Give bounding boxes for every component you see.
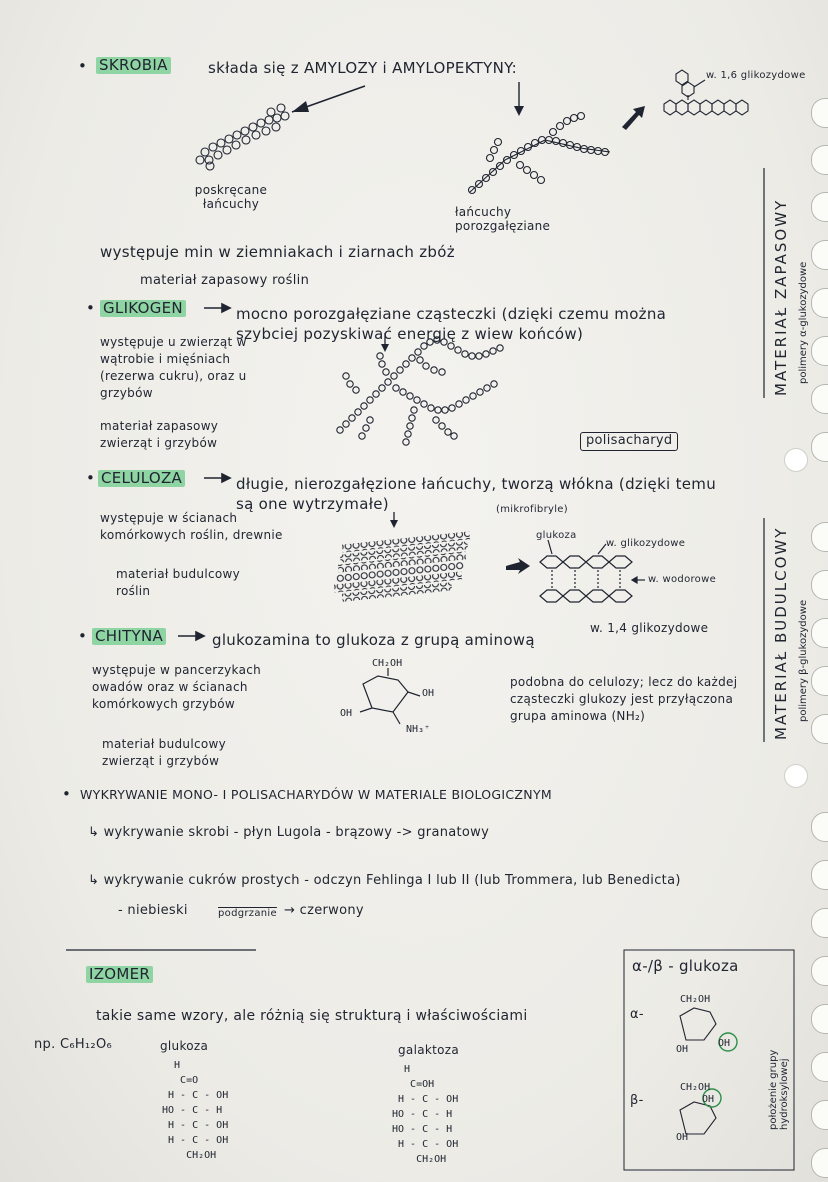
bullet: • — [78, 57, 88, 75]
skrobia-occurrence: występuje min w ziemniakach i ziarnach zbóż — [100, 243, 455, 261]
celuloza-occurrence: występuje w ścianach komórkowych roślin, drewnie — [100, 511, 283, 542]
skrobia-intro: składa się z AMYLOZY i AMYLOPEKTYNY: — [208, 59, 517, 77]
wykrywanie-line2: ↳ wykrywanie cukrów prostych - odczyn Fehlinga I lub II (lub Trommera, lub Benedicta) — [88, 873, 681, 888]
beta-glucose-ring — [680, 1089, 721, 1134]
alpha-beta-note: położenie grupy hydroksylowej — [768, 1049, 790, 1130]
bullet: • — [86, 299, 96, 317]
galaktoza-formula: H C=OH H - C - OH HO - C - H HO - C - H H - C - OH CH₂OH — [392, 1064, 459, 1165]
chityna-desc: glukozamina to glukoza z grupą aminową — [212, 631, 535, 649]
wykrywanie-line3a: - niebieski — [118, 903, 188, 918]
cellulose-fibers-drawing — [334, 531, 470, 601]
alpha-beta-title: α-/β - glukoza — [632, 957, 739, 975]
bond-label: w. 1,6 glikozydowe — [706, 70, 806, 81]
bullet: • — [62, 785, 72, 803]
bullet: • — [78, 627, 88, 645]
beta-ch2oh: CH₂OH — [680, 1082, 711, 1093]
izomer-example: np. C₆H₁₂O₆ — [34, 1037, 112, 1052]
chitin-formula-oh2: OH — [340, 708, 353, 719]
mikrofibryle-label: (mikrofibryle) — [496, 504, 568, 515]
alpha-oh-left: OH — [676, 1044, 689, 1055]
label-glukoza: glukoza — [536, 530, 577, 541]
izomer-title: IZOMER — [86, 966, 153, 983]
celuloza-function: materiał budulcowy roślin — [116, 567, 241, 598]
chityna-function: materiał budulcowy zwierząt i grzybów — [102, 737, 227, 768]
celuloza-title: CELULOZA — [98, 470, 185, 487]
side-label-budulcowy: MATERIAŁ BUDULCOWY — [772, 526, 790, 740]
chitin-formula-ch2oh: CH₂OH — [372, 658, 403, 669]
wykrywanie-title: WYKRYWANIE MONO- I POLISACHARYDÓW W MATERIALE BIOLOGICZNYM — [80, 787, 552, 802]
glukoza-label: glukoza — [160, 1039, 209, 1053]
glikogen-title: GLIKOGEN — [100, 300, 186, 317]
amylose-coil-drawing — [196, 104, 289, 170]
label-14-glikozydowe: w. 1,4 glikozydowe — [590, 621, 709, 635]
amylopectin-drawing — [469, 113, 611, 194]
amylopectin-label: łańcuchy porozgałęziane — [455, 205, 551, 233]
beta-oh-top: OH — [702, 1094, 715, 1105]
alpha-ch2oh: CH₂OH — [680, 994, 711, 1005]
amylose-label: poskręcane łańcuchy — [194, 183, 268, 211]
bullet: • — [86, 469, 96, 487]
side-label-zapasowy-sub: polimery α-glukozydowe — [798, 261, 809, 384]
izomer-desc: takie same wzory, ale różnią się strukturą i właściwościami — [96, 1008, 528, 1024]
skrobia-title: SKROBIA — [96, 57, 171, 74]
polisacharyd-box: polisacharyd — [580, 432, 678, 451]
beta-oh-left: OH — [676, 1132, 689, 1143]
glikogen-desc: mocno porozgałęziane cząsteczki (dzięki czemu można szybciej pozyskiwać energię z wiew końców) — [236, 305, 667, 343]
wykrywanie-line3b: podgrzanie — [218, 908, 277, 919]
celuloza-desc: długie, nierozgałęzione łańcuchy, tworzą włókna (dzięki temu są one wytrzymałe) — [236, 475, 717, 513]
side-label-zapasowy: MATERIAŁ ZAPASOWY — [772, 198, 790, 396]
label-glikozydowe: w. glikozydowe — [606, 538, 686, 549]
glycogen-drawing — [337, 337, 503, 445]
alpha-oh-right: OH — [718, 1038, 731, 1049]
glikogen-occurrence: występuje u zwierząt w wątrobie i mięśniach (rezerwa cukru), oraz u grzybów — [100, 335, 247, 400]
wykrywanie-line3c: → czerwony — [284, 903, 364, 918]
label-wodorowe: w. wodorowe — [648, 574, 717, 585]
alpha-label: α- — [630, 1007, 644, 1022]
glukoza-formula: H C=O H - C - OH HO - C - H H - C - OH H - C - OH CH₂OH — [162, 1060, 229, 1161]
side-label-budulcowy-sub: polimery β-glukozydowe — [798, 599, 809, 722]
chitin-formula-oh: OH — [422, 688, 435, 699]
galaktoza-label: galaktoza — [398, 1043, 460, 1057]
chitin-structure-drawing — [360, 668, 420, 724]
chityna-similar: podobna do celulozy; lecz do każdej cząsteczki glukozy jest przyłączona grupa aminowa (NH₂) — [510, 675, 738, 723]
chitin-formula-nh3: NH₃⁺ — [406, 724, 431, 735]
skrobia-function: materiał zapasowy roślin — [140, 273, 310, 288]
glikogen-function: materiał zapasowy zwierząt i grzybów — [100, 419, 219, 450]
chityna-occurrence: występuje w pancerzykach owadów oraz w ścianach komórkowych grzybów — [92, 663, 262, 711]
wykrywanie-line1: ↳ wykrywanie skrobi - płyn Lugola - brązowy -> granatowy — [88, 825, 490, 840]
chityna-title: CHITYNA — [92, 628, 166, 645]
beta-label: β- — [630, 1093, 644, 1108]
